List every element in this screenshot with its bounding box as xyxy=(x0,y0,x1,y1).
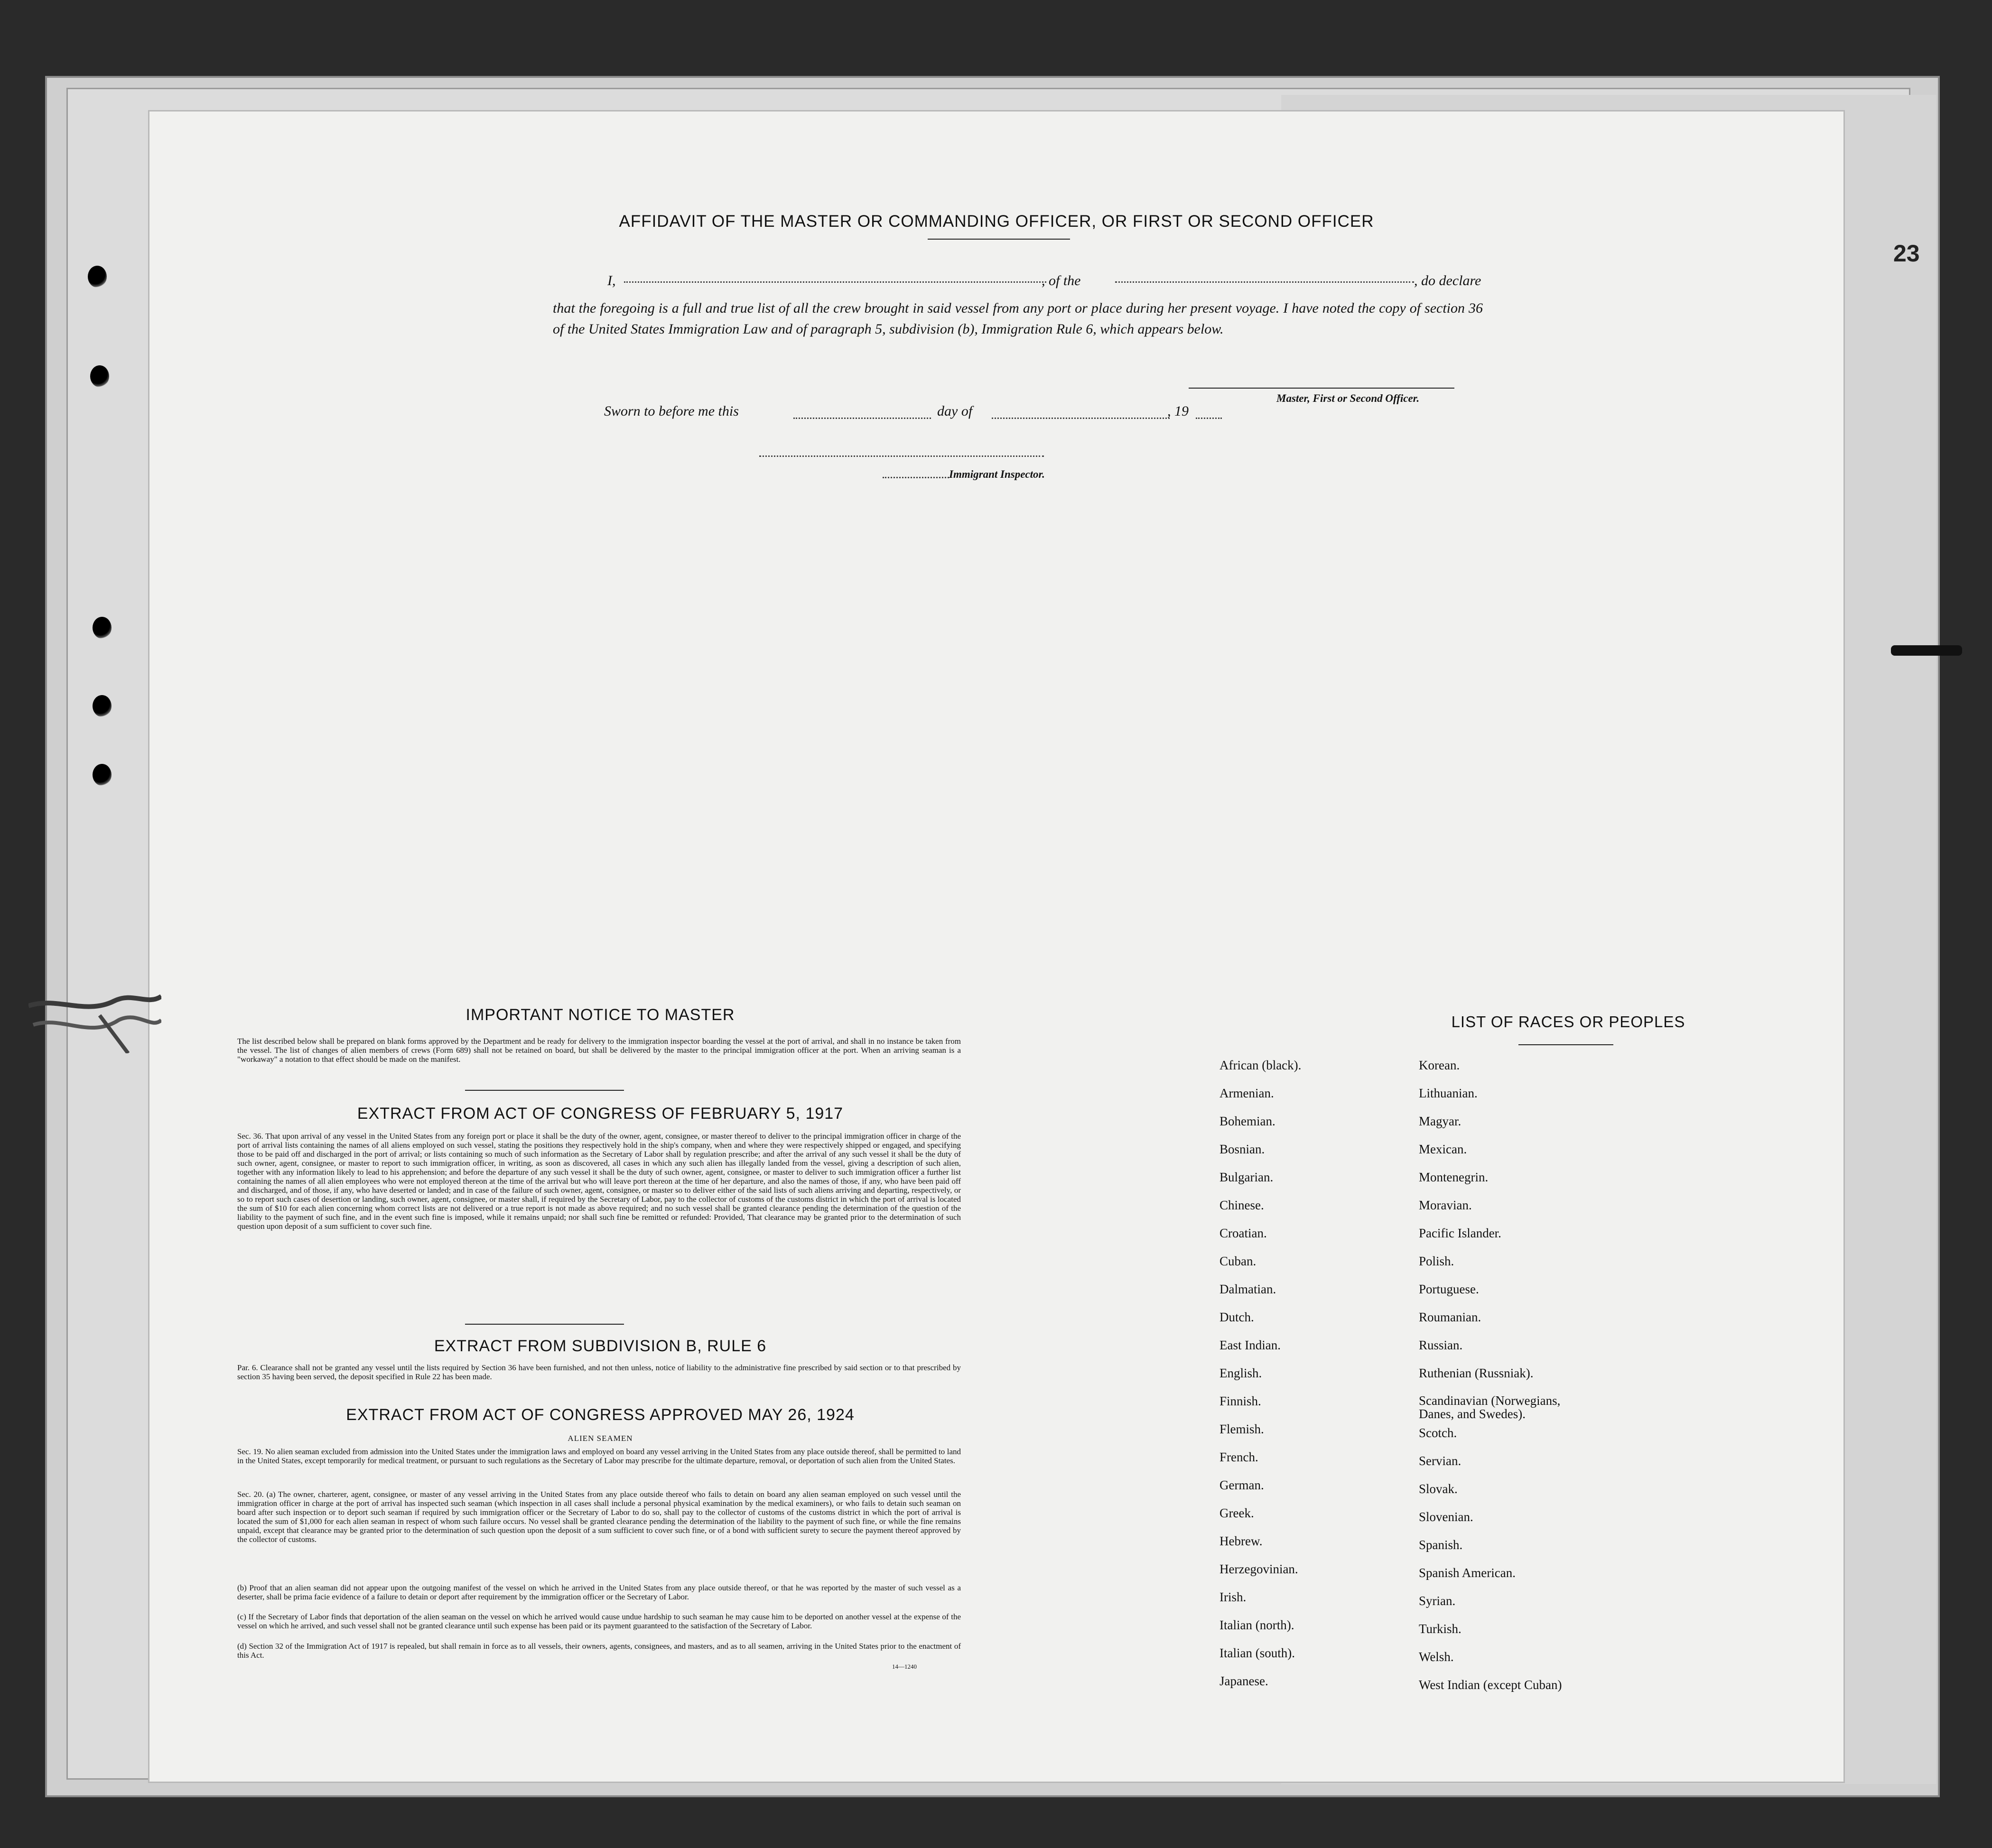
affidavit-body: that the foregoing is a full and true list of all the crew brought in said vessel from any port or place during her present voyage. I have noted the copy of section 36 of the United States Immigration Law and of paragraph 5, subdivision (b), Immigration Rule 6, which appears below. xyxy=(553,300,1483,337)
sworn-month-field[interactable] xyxy=(992,418,1170,419)
affidavit-title: AFFIDAVIT OF THE MASTER OR COMMANDING OFFICER, OR FIRST OR SECOND OFFICER xyxy=(619,212,1374,231)
race-item: East Indian. xyxy=(1219,1338,1281,1352)
race-item: Scotch. xyxy=(1419,1426,1457,1440)
race-item: Spanish American. xyxy=(1419,1566,1516,1580)
sworn-prefix: Sworn to before me this xyxy=(604,403,739,419)
binder-hole-icon xyxy=(90,365,109,387)
inspector-label: Immigrant Inspector. xyxy=(949,468,1045,480)
race-item: Bohemian. xyxy=(1219,1114,1275,1128)
form-number: 14—1240 xyxy=(892,1663,917,1670)
race-item: Korean. xyxy=(1419,1058,1460,1072)
sworn-day-field[interactable] xyxy=(793,418,931,419)
sec20d-text: (d) Section 32 of the Immigration Act of 1917 is repealed, but shall remain in force as to all vessels, their owners, agents, consignees, and masters, and as to all seamen, arriving in the United States prior to the enactment of this Act. xyxy=(237,1642,961,1660)
race-item: Cuban. xyxy=(1219,1254,1257,1268)
race-item: Flemish. xyxy=(1219,1422,1264,1436)
race-item: Chinese. xyxy=(1219,1198,1264,1212)
race-item: Syrian. xyxy=(1419,1594,1456,1608)
race-item: Bulgarian. xyxy=(1219,1170,1274,1184)
race-item: Turkish. xyxy=(1419,1622,1461,1636)
sworn-day-label: day of xyxy=(937,403,973,419)
race-item: Bosnian. xyxy=(1219,1142,1265,1156)
race-item: French. xyxy=(1219,1450,1258,1464)
race-item: Irish. xyxy=(1219,1590,1247,1604)
binder-tab xyxy=(1891,645,1962,656)
sworn-year-label: , 19 xyxy=(1167,403,1189,419)
race-item: Lithuanian. xyxy=(1419,1086,1478,1100)
extract-1917-title: EXTRACT FROM ACT OF CONGRESS OF FEBRUARY 5, 1917 xyxy=(357,1105,844,1123)
race-item: Pacific Islander. xyxy=(1419,1226,1501,1240)
races-title: LIST OF RACES OR PEOPLES xyxy=(1451,1013,1685,1031)
race-item: Croatian. xyxy=(1219,1226,1267,1240)
vessel-name-field[interactable] xyxy=(1115,281,1414,283)
subdivision-title: EXTRACT FROM SUBDIVISION B, RULE 6 xyxy=(434,1337,767,1355)
race-item: Mexican. xyxy=(1419,1142,1467,1156)
affidavit-form-sheet xyxy=(149,111,1843,1782)
races-divider xyxy=(1518,1044,1613,1045)
race-item: Servian. xyxy=(1419,1454,1461,1468)
race-item: German. xyxy=(1219,1478,1264,1492)
binder-hole-icon xyxy=(93,617,112,639)
race-item: African (black). xyxy=(1219,1058,1302,1072)
extract-1917-body: Sec. 36. That upon arrival of any vessel in the United States from any foreign port or place it shall be the duty of the owner, agent, consignee, or master thereof to deliver to the principal immigration officer in charge of the port of arrival lists containing the names of all aliens employed on such vessel, stating the positions they respectively hold in the ship's company, when and where they were respectively shipped or engaged, and specifying those to be paid off and discharged in the port of arrival; or lists containing so much of such information as the Secretary of Labor shall by regulation prescribe; and after the arrival of any such vessel it shall be the duty of such owner, agent, consignee, or master to report to such immigration officer, in writing, as soon as discovered, all cases in which any such alien has illegally landed from the vessel, giving a description of such alien, together with any information likely to lead to his apprehension; and before the departure of any such vessel it shall be the duty of such owner, agent, consignee, or master to deliver to such immigration officer a further list containing the names of all alien employees who were not employed thereon at the time of the arrival but who will leave port thereon at the time of her departure, and also the names of those, if any, who have been paid off and discharged, and of those, if any, who have deserted or landed; and in case of the failure of such owner, agent, consignee, or master so to deliver either of the said lists of such aliens arriving and departing, respectively, or so to report such cases of desertion or landing, such owner, agent, consignee, or master shall, if required by the Secretary of Labor, pay to the collector of customs of the customs district in which the port of arrival is located the sum of $10 for each alien concerning whom correct lists are not delivered or a true report is not made as above required; and no such vessel shall be granted clearance pending the determination of the question of the liability to the payment of such fine, and in the event such fine is imposed, while it remains unpaid; nor shall such fine be remitted or refunded: Provided, That clearance may be granted prior to the determination of such question upon deposit of a sum sufficient to cover such fine. xyxy=(237,1132,961,1231)
notice-title: IMPORTANT NOTICE TO MASTER xyxy=(465,1006,735,1024)
race-item: Hebrew. xyxy=(1219,1534,1263,1548)
binder-hole-icon xyxy=(88,266,107,288)
sec20b-text: (b) Proof that an alien seaman did not appear upon the outgoing manifest of the vessel on which he arrived in the United States from any place outside thereof, or that he was reported by the master of such vessel as a deserter, shall be prima facie evidence of a failure to detain or deport after requirement by the immigration officer or the Secretary of Labor. xyxy=(237,1583,961,1601)
race-item: Slovak. xyxy=(1419,1482,1458,1496)
race-item: West Indian (except Cuban) xyxy=(1419,1678,1562,1692)
declare-suffix: , do declare xyxy=(1414,273,1481,288)
sworn-year-field[interactable] xyxy=(1196,418,1222,419)
extract-1924-subtitle: ALIEN SEAMEN xyxy=(568,1434,633,1443)
race-item: Russian. xyxy=(1419,1338,1463,1352)
race-item: Slovenian. xyxy=(1419,1510,1473,1524)
race-item: Portuguese. xyxy=(1419,1282,1479,1296)
signature-label: Master, First or Second Officer. xyxy=(1276,392,1420,404)
race-item: Ruthenian (Russniak). xyxy=(1419,1366,1534,1380)
race-item: Moravian. xyxy=(1419,1198,1472,1212)
race-item: English. xyxy=(1219,1366,1262,1380)
extract-1924-title: EXTRACT FROM ACT OF CONGRESS APPROVED MAY 26, 1924 xyxy=(346,1406,855,1424)
race-item: Herzegovinian. xyxy=(1219,1562,1298,1576)
notice-body: The list described below shall be prepared on blank forms approved by the Department and be ready for delivery to the immigration inspector boarding the vessel at the port of arrival, and shall in no instance be taken from the vessel. The list of changes of alien members of crews (Form 689) shall not be retained on board, but shall be delivered by the master to the principal immigration officer at the port. When an arriving seaman is a "workaway" a notation to that effect should be made on the manifest. xyxy=(237,1037,961,1064)
race-item: Spanish. xyxy=(1419,1538,1463,1552)
sec19-text: Sec. 19. No alien seaman excluded from admission into the United States under the immigration laws and employed on board any vessel arriving in the United States from any place outside thereof, shall be permitted to land in the United States, except temporarily for medical treatment, or pursuant to such regulations as the Secretary of Labor may prescribe for the ultimate departure, removal, or deportation of such alien from the United States. xyxy=(237,1447,961,1465)
declarant-prefix: I, xyxy=(607,273,616,288)
race-item: Italian (north). xyxy=(1219,1618,1294,1632)
page-number: 23 xyxy=(1893,240,1920,267)
race-item: Scandinavian (Norwegians, Danes, and Swedes). xyxy=(1419,1393,1561,1421)
ribbon-tie-icon xyxy=(28,987,161,1053)
race-item: Roumanian. xyxy=(1419,1310,1481,1324)
title-divider xyxy=(928,239,1070,240)
subdivision-body: Par. 6. Clearance shall not be granted any vessel until the lists required by Section 36 have been furnished, and not then unless, notice of liability to the administrative fine prescribed by said section or to that prescribed by section 35 having been served, the deposit specified in Rule 22 has been made. xyxy=(237,1363,961,1381)
race-item: Magyar. xyxy=(1419,1114,1461,1128)
signature-line[interactable] xyxy=(1189,388,1454,389)
vessel-prefix: , of the xyxy=(1042,273,1081,288)
section-divider xyxy=(465,1090,624,1091)
race-item: Welsh. xyxy=(1419,1650,1454,1664)
binder-hole-icon xyxy=(93,695,112,717)
sec20c-text: (c) If the Secretary of Labor finds that deportation of the alien seaman on the vessel on which he arrived would cause undue hardship to such seaman he may cause him to be deported on another vessel at the expense of the vessel on which he arrived, and such vessel shall not be granted clearance until such expense has been paid or its payment guaranteed to the satisfaction of the Secretary of Labor. xyxy=(237,1612,961,1630)
declarant-name-field[interactable] xyxy=(624,281,1046,283)
inspector-signature-line[interactable] xyxy=(759,455,1044,457)
race-item: Dalmatian. xyxy=(1219,1282,1276,1296)
race-item: Japanese. xyxy=(1219,1674,1268,1688)
race-item: Polish. xyxy=(1419,1254,1454,1268)
inspector-prefix-line xyxy=(883,477,949,478)
section-divider xyxy=(465,1324,624,1325)
race-item: Finnish. xyxy=(1219,1394,1261,1408)
binder-hole-icon xyxy=(93,764,112,786)
race-item: Italian (south). xyxy=(1219,1646,1295,1660)
race-item: Armenian. xyxy=(1219,1086,1274,1100)
race-item: Montenegrin. xyxy=(1419,1170,1489,1184)
race-item: Dutch. xyxy=(1219,1310,1254,1324)
sec20a-text: Sec. 20. (a) The owner, charterer, agent, consignee, or master of any vessel arriving in the United States from any place outside thereof who fails to detain on board any alien seaman employed on such vessel until the immigration officer in charge at the port of arrival has inspected such seaman (which inspection in all cases shall include a personal physical examination by the medical examiners), or who fails to detain such seaman on board after such inspection or to deport such seaman if required by such immigration officer or the Secretary of Labor to do so, shall pay to the collector of customs of the customs district in which the port of arrival is located the sum of $1,000 for each alien seaman in respect of whom such failure occurs. No vessel shall be granted clearance pending the determination of the liability to the payment of such fine, or while the fine remains unpaid, except that clearance may be granted prior to the determination of such question upon the deposit of a sum sufficient to cover such fine, or of a bond with sufficient surety to secure the payment thereof approved by the collector of customs. xyxy=(237,1490,961,1544)
race-item: Greek. xyxy=(1219,1506,1254,1520)
